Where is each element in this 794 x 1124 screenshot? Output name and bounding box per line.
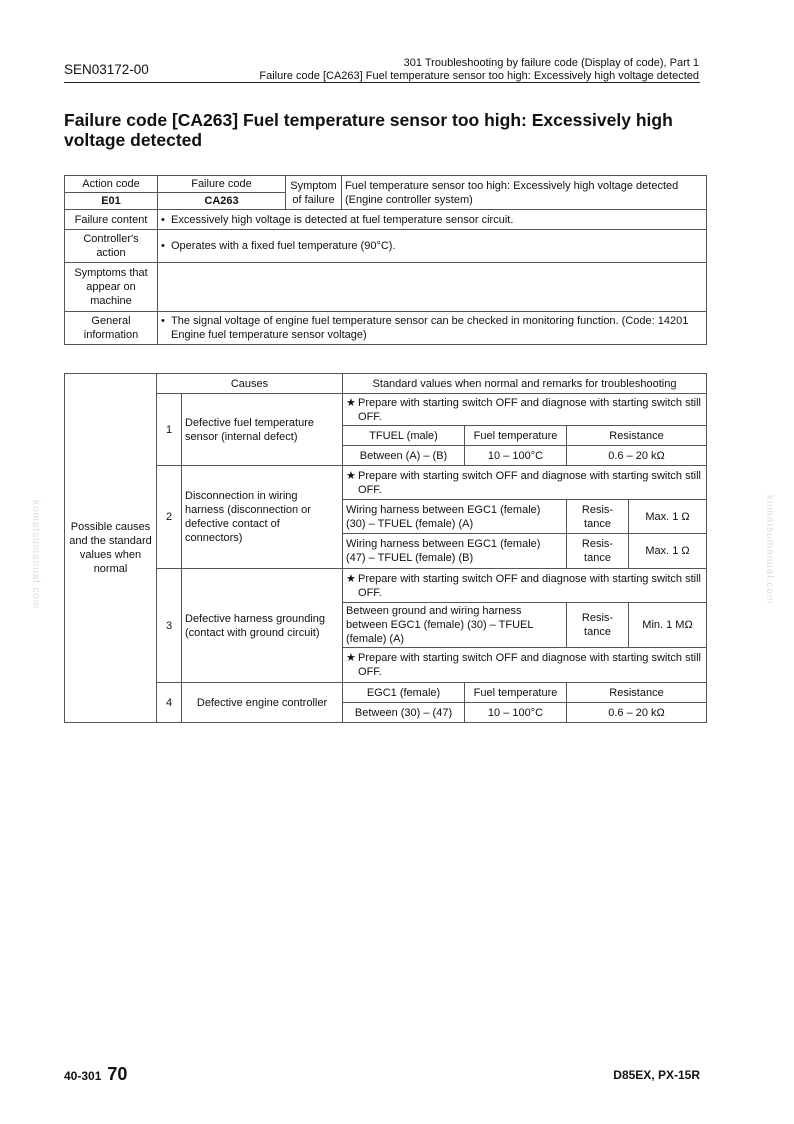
failure-content-cell <box>158 210 707 230</box>
cause-2-number: 2 <box>157 466 182 569</box>
page-number <box>64 1064 127 1085</box>
page-number-big: 70 <box>107 1064 128 1084</box>
prepare-note: Prepare with starting switch OFF and diagnose with starting switch still OFF. <box>358 572 701 599</box>
cause-1-col3: Resistance <box>567 426 707 446</box>
controller-action-text: Operates with a fixed fuel temperature (90°C). <box>171 240 396 252</box>
bullet: • <box>161 240 165 252</box>
failure-code-value: CA263 <box>158 193 286 210</box>
cause-4-val2: 10 – 100°C <box>465 703 567 723</box>
action-code-label: Action code <box>65 176 158 193</box>
header-section: 301 Troubleshooting by failure code (Display of code), Part 1 <box>403 57 699 69</box>
watermark-right: komatsumanual.com <box>764 495 775 605</box>
cause-1-text: Defective fuel temperature sensor (internal defect) <box>182 394 343 466</box>
cause-4-col2: Fuel temperature <box>465 683 567 703</box>
header-subtitle: Failure code [CA263] Fuel temperature sensor too high: Excessively high voltage detected <box>259 70 699 82</box>
failure-code-label: Failure code <box>158 176 286 193</box>
cause-4-col3: Resistance <box>567 683 707 703</box>
causes-header: Causes <box>157 374 343 394</box>
cause-3-row1-text: Between ground and wiring harness between EGC1 (female) (30) – TFUEL (female) (A) <box>343 603 567 648</box>
cause-2-row1-label: Resis- tance <box>567 500 629 534</box>
cause-4-val1: Between (30) – (47) <box>343 703 465 723</box>
cause-1-number: 1 <box>157 394 182 466</box>
symptoms-cell <box>158 263 707 312</box>
prepare-note: Prepare with starting switch OFF and diagnose with starting switch still OFF. <box>358 652 701 678</box>
star-icon: ★ <box>346 572 356 585</box>
bullet: • <box>161 213 165 226</box>
cause-2-text: Disconnection in wiring harness (disconnection or defective contact of connectors) <box>182 466 343 569</box>
possible-causes-label: Possible causes and the standard values when normal <box>65 374 157 723</box>
prepare-note: Prepare with starting switch OFF and diagnose with starting switch still OFF. <box>358 396 701 423</box>
cause-1-col1: TFUEL (male) <box>343 426 465 446</box>
header-rule <box>64 82 700 83</box>
cause-1-note <box>343 394 707 426</box>
cause-2-row1-value: Max. 1 Ω <box>629 500 707 534</box>
general-info-label: General information <box>65 312 158 345</box>
cause-4-val3: 0.6 – 20 kΩ <box>567 703 707 723</box>
watermark-left: komatsumanual.com <box>30 500 41 610</box>
header-right <box>259 57 699 83</box>
star-icon: ★ <box>346 469 356 482</box>
cause-4-text: Defective engine controller <box>182 683 343 723</box>
standard-values-header: Standard values when normal and remarks for troubleshooting <box>343 374 707 394</box>
failure-content-text: Excessively high voltage is detected at fuel temperature sensor circuit. <box>171 213 514 226</box>
general-info-text: The signal voltage of engine fuel temperature sensor can be checked in monitoring function. (Code: 14201 Engine fuel temperature sensor voltage) <box>171 315 689 341</box>
cause-2-row2-value: Max. 1 Ω <box>629 534 707 569</box>
cause-3-row1-value: Min. 1 MΩ <box>629 603 707 648</box>
causes-table <box>64 373 707 723</box>
cause-2-row2-label: Resis- tance <box>567 534 629 569</box>
failure-content-label: Failure content <box>65 210 158 230</box>
star-icon: ★ <box>346 652 356 664</box>
cause-3-number: 3 <box>157 569 182 683</box>
cause-1-col2: Fuel temperature <box>465 426 567 446</box>
cause-2-row2-text: Wiring harness between EGC1 (female) (47) – TFUEL (female) (B) <box>343 534 567 569</box>
general-info-cell <box>158 312 707 345</box>
failure-info-table <box>64 175 707 345</box>
action-code-value: E01 <box>65 193 158 210</box>
controller-action-label: Controller's action <box>65 230 158 263</box>
cause-1-val1: Between (A) – (B) <box>343 446 465 466</box>
symptoms-label: Symptoms that appear on machine <box>65 263 158 312</box>
cause-4-col1: EGC1 (female) <box>343 683 465 703</box>
controller-action-cell <box>158 230 707 263</box>
cause-3-row1-label: Resis- tance <box>567 603 629 648</box>
cause-2-row1-text: Wiring harness between EGC1 (female) (30) – TFUEL (female) (A) <box>343 500 567 534</box>
doc-id: SEN03172-00 <box>64 62 149 77</box>
cause-3-text: Defective harness grounding (contact with ground circuit) <box>182 569 343 683</box>
cause-2-note <box>343 466 707 500</box>
page-title: Failure code [CA263] Fuel temperature sensor too high: Excessively high voltage detected <box>64 110 673 150</box>
page-prefix: 40-301 <box>64 1069 102 1083</box>
cause-3-note2 <box>343 648 707 683</box>
model-name: D85EX, PX-15R <box>613 1068 700 1082</box>
cause-4-number: 4 <box>157 683 182 723</box>
star-icon: ★ <box>346 396 356 409</box>
cause-1-val2: 10 – 100°C <box>465 446 567 466</box>
bullet: • <box>161 315 165 327</box>
prepare-note: Prepare with starting switch OFF and diagnose with starting switch still OFF. <box>358 469 701 496</box>
cause-1-val3: 0.6 – 20 kΩ <box>567 446 707 466</box>
symptom-text: Fuel temperature sensor too high: Excessively high voltage detected (Engine controller system) <box>342 176 707 210</box>
symptom-label: Symptom of failure <box>286 176 342 210</box>
cause-3-note <box>343 569 707 603</box>
